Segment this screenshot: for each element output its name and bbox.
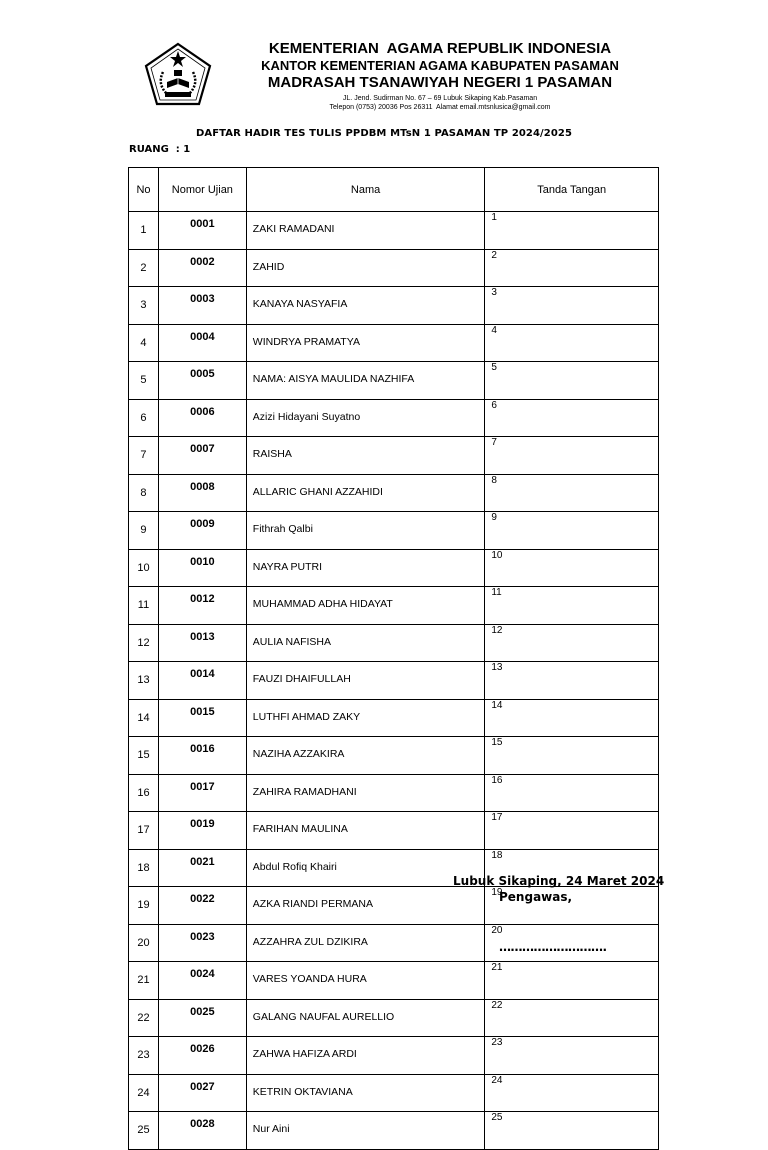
row-no: 5 bbox=[129, 362, 159, 400]
row-tanda-tangan: 25 bbox=[485, 1112, 659, 1150]
row-no: 12 bbox=[129, 624, 159, 662]
row-no: 1 bbox=[129, 212, 159, 250]
table-row bbox=[129, 399, 659, 437]
row-nama: LUTHFI AHMAD ZAKY bbox=[246, 699, 485, 737]
table-row bbox=[129, 962, 659, 1000]
table-row bbox=[129, 699, 659, 737]
table-row bbox=[129, 1037, 659, 1075]
row-nama: NAYRA PUTRI bbox=[246, 549, 485, 587]
table-row bbox=[129, 287, 659, 325]
letterhead-school: MADRASAH TSANAWIYAH NEGERI 1 PASAMAN bbox=[267, 74, 613, 91]
table-row bbox=[129, 587, 659, 625]
letterhead-office: KANTOR KEMENTERIAN AGAMA KABUPATEN PASAMAN bbox=[261, 58, 619, 73]
row-tanda-tangan: 18 bbox=[485, 849, 659, 887]
row-nomor-ujian: 0014 bbox=[158, 662, 246, 700]
row-no: 25 bbox=[129, 1112, 159, 1150]
row-no: 7 bbox=[129, 437, 159, 475]
row-nomor-ujian: 0024 bbox=[158, 962, 246, 1000]
row-nomor-ujian: 0016 bbox=[158, 737, 246, 775]
table-row bbox=[129, 999, 659, 1037]
row-tanda-tangan: 20 bbox=[485, 924, 659, 962]
row-nama: Abdul Rofiq Khairi bbox=[246, 849, 485, 887]
letterhead-ministry: KEMENTERIAN AGAMA REPUBLIK INDONESIA bbox=[268, 40, 612, 57]
room-label: RUANG : 1 bbox=[129, 144, 191, 155]
row-no: 15 bbox=[129, 737, 159, 775]
row-nomor-ujian: 0021 bbox=[158, 849, 246, 887]
row-nomor-ujian: 0017 bbox=[158, 774, 246, 812]
table-row bbox=[129, 212, 659, 250]
letterhead-address: JL. Jend. Sudirman No. 67 – 69 Lubuk Sikaping Kab.Pasaman bbox=[342, 95, 538, 102]
row-nama: GALANG NAUFAL AURELLIO bbox=[246, 999, 485, 1037]
table-row bbox=[129, 512, 659, 550]
row-tanda-tangan: 1 bbox=[485, 212, 659, 250]
table-row bbox=[129, 437, 659, 475]
row-no: 3 bbox=[129, 287, 159, 325]
row-no: 2 bbox=[129, 249, 159, 287]
row-tanda-tangan: 15 bbox=[485, 737, 659, 775]
row-no: 10 bbox=[129, 549, 159, 587]
table-body bbox=[129, 212, 659, 1150]
kementerian-agama-logo bbox=[143, 42, 213, 108]
table-row bbox=[129, 1074, 659, 1112]
row-tanda-tangan: 5 bbox=[485, 362, 659, 400]
row-nomor-ujian: 0001 bbox=[158, 212, 246, 250]
signer-role: Pengawas, bbox=[499, 890, 573, 904]
row-nomor-ujian: 0027 bbox=[158, 1074, 246, 1112]
row-nomor-ujian: 0022 bbox=[158, 887, 246, 925]
row-no: 19 bbox=[129, 887, 159, 925]
row-nomor-ujian: 0003 bbox=[158, 287, 246, 325]
table-row bbox=[129, 812, 659, 850]
row-tanda-tangan: 4 bbox=[485, 324, 659, 362]
row-no: 11 bbox=[129, 587, 159, 625]
row-nomor-ujian: 0025 bbox=[158, 999, 246, 1037]
row-no: 16 bbox=[129, 774, 159, 812]
row-tanda-tangan: 13 bbox=[485, 662, 659, 700]
row-tanda-tangan: 10 bbox=[485, 549, 659, 587]
table-row bbox=[129, 1112, 659, 1150]
row-tanda-tangan: 24 bbox=[485, 1074, 659, 1112]
row-nama: NAMA: AISYA MAULIDA NAZHIFA bbox=[246, 362, 485, 400]
row-nomor-ujian: 0013 bbox=[158, 624, 246, 662]
row-nomor-ujian: 0010 bbox=[158, 549, 246, 587]
row-nama: ALLARIC GHANI AZZAHIDI bbox=[246, 474, 485, 512]
header-nomor-ujian: Nomor Ujian bbox=[158, 168, 246, 212]
document-title: DAFTAR HADIR TES TULIS PPDBM MTsN 1 PASAMAN TP 2024/2025 bbox=[195, 128, 573, 139]
row-nama: Nur Aini bbox=[246, 1112, 485, 1150]
row-no: 14 bbox=[129, 699, 159, 737]
row-nomor-ujian: 0019 bbox=[158, 812, 246, 850]
header-tanda-tangan: Tanda Tangan bbox=[485, 168, 659, 212]
row-no: 18 bbox=[129, 849, 159, 887]
row-no: 6 bbox=[129, 399, 159, 437]
row-nama: NAZIHA AZZAKIRA bbox=[246, 737, 485, 775]
row-nomor-ujian: 0006 bbox=[158, 399, 246, 437]
row-nama: KETRIN OKTAVIANA bbox=[246, 1074, 485, 1112]
letterhead bbox=[220, 40, 660, 112]
row-tanda-tangan: 6 bbox=[485, 399, 659, 437]
row-nama: ZAHWA HAFIZA ARDI bbox=[246, 1037, 485, 1075]
row-tanda-tangan: 7 bbox=[485, 437, 659, 475]
row-tanda-tangan: 23 bbox=[485, 1037, 659, 1075]
row-nomor-ujian: 0005 bbox=[158, 362, 246, 400]
row-no: 8 bbox=[129, 474, 159, 512]
header-nama: Nama bbox=[246, 168, 485, 212]
table-row bbox=[129, 249, 659, 287]
row-no: 13 bbox=[129, 662, 159, 700]
row-nomor-ujian: 0026 bbox=[158, 1037, 246, 1075]
row-nama: Fithrah Qalbi bbox=[246, 512, 485, 550]
row-tanda-tangan: 17 bbox=[485, 812, 659, 850]
row-no: 24 bbox=[129, 1074, 159, 1112]
row-nomor-ujian: 0002 bbox=[158, 249, 246, 287]
signature-line: ………………………. bbox=[499, 940, 607, 954]
table-row bbox=[129, 324, 659, 362]
row-nama: AZZAHRA ZUL DZIKIRA bbox=[246, 924, 485, 962]
row-tanda-tangan: 16 bbox=[485, 774, 659, 812]
row-nama: ZAKI RAMADANI bbox=[246, 212, 485, 250]
table-row bbox=[129, 474, 659, 512]
row-no: 23 bbox=[129, 1037, 159, 1075]
row-no: 17 bbox=[129, 812, 159, 850]
row-tanda-tangan: 19 bbox=[485, 887, 659, 925]
row-tanda-tangan: 8 bbox=[485, 474, 659, 512]
row-nomor-ujian: 0007 bbox=[158, 437, 246, 475]
row-tanda-tangan: 2 bbox=[485, 249, 659, 287]
table-header-row bbox=[129, 168, 659, 212]
table-row bbox=[129, 662, 659, 700]
row-tanda-tangan: 22 bbox=[485, 999, 659, 1037]
row-nama: ZAHID bbox=[246, 249, 485, 287]
row-nama: KANAYA NASYAFIA bbox=[246, 287, 485, 325]
row-tanda-tangan: 14 bbox=[485, 699, 659, 737]
row-nama: FARIHAN MAULINA bbox=[246, 812, 485, 850]
attendance-table bbox=[128, 167, 659, 1150]
table-row bbox=[129, 737, 659, 775]
row-nama: Azizi Hidayani Suyatno bbox=[246, 399, 485, 437]
row-nama: VARES YOANDA HURA bbox=[246, 962, 485, 1000]
place-date: Lubuk Sikaping, 24 Maret 2024 bbox=[453, 874, 665, 888]
row-nomor-ujian: 0004 bbox=[158, 324, 246, 362]
table-row bbox=[129, 887, 659, 925]
row-nama: AULIA NAFISHA bbox=[246, 624, 485, 662]
row-tanda-tangan: 12 bbox=[485, 624, 659, 662]
row-nama: AZKA RIANDI PERMANA bbox=[246, 887, 485, 925]
row-nama: ZAHIRA RAMADHANI bbox=[246, 774, 485, 812]
row-tanda-tangan: 9 bbox=[485, 512, 659, 550]
table-row bbox=[129, 362, 659, 400]
row-nama: RAISHA bbox=[246, 437, 485, 475]
row-nomor-ujian: 0009 bbox=[158, 512, 246, 550]
table-row bbox=[129, 549, 659, 587]
row-no: 4 bbox=[129, 324, 159, 362]
row-no: 9 bbox=[129, 512, 159, 550]
row-no: 22 bbox=[129, 999, 159, 1037]
row-nomor-ujian: 0028 bbox=[158, 1112, 246, 1150]
row-nomor-ujian: 0015 bbox=[158, 699, 246, 737]
letterhead-contact: Telepon (0753) 20036 Pos 26311 Alamat email.mtsnlusica@gmail.com bbox=[329, 104, 551, 111]
row-nomor-ujian: 0023 bbox=[158, 924, 246, 962]
table-row bbox=[129, 624, 659, 662]
table-row bbox=[129, 774, 659, 812]
row-no: 21 bbox=[129, 962, 159, 1000]
row-nomor-ujian: 0012 bbox=[158, 587, 246, 625]
row-nomor-ujian: 0008 bbox=[158, 474, 246, 512]
row-no: 20 bbox=[129, 924, 159, 962]
row-tanda-tangan: 21 bbox=[485, 962, 659, 1000]
row-nama: FAUZI DHAIFULLAH bbox=[246, 662, 485, 700]
row-nama: WINDRYA PRAMATYA bbox=[246, 324, 485, 362]
row-tanda-tangan: 11 bbox=[485, 587, 659, 625]
header-no: No bbox=[129, 168, 159, 212]
row-nama: MUHAMMAD ADHA HIDAYAT bbox=[246, 587, 485, 625]
row-tanda-tangan: 3 bbox=[485, 287, 659, 325]
